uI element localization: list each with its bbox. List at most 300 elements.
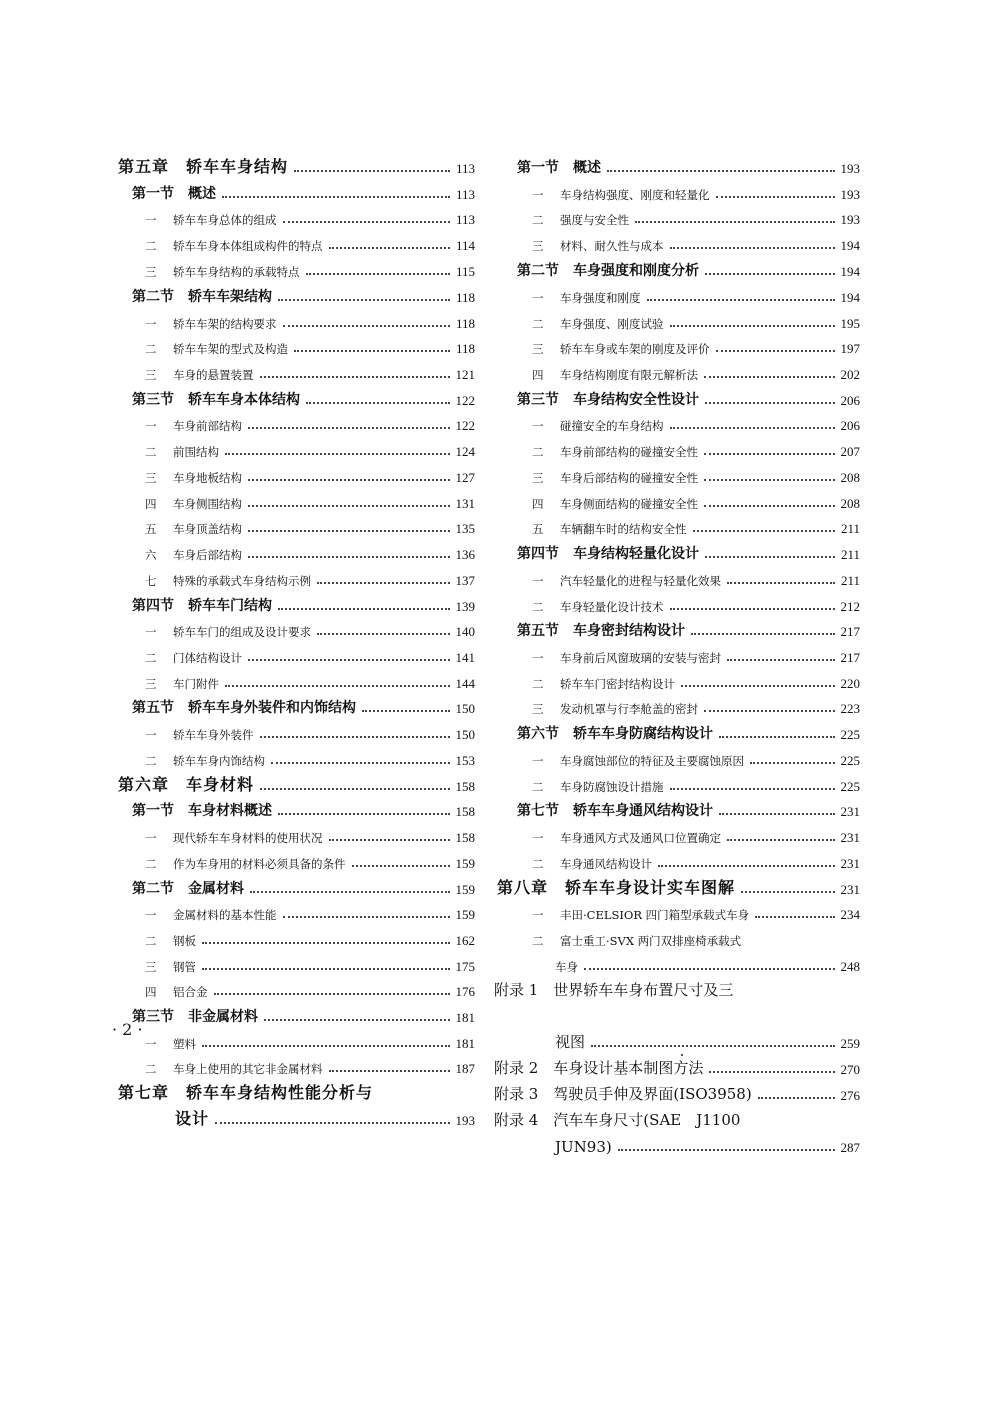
toc-leader-dots [716, 350, 835, 352]
toc-entry-page: 193 [840, 212, 860, 227]
toc-entry-page: 144 [455, 676, 475, 691]
toc-entry [532, 438, 860, 460]
toc-entry-page: 197 [840, 341, 860, 356]
toc-leader-dots [719, 736, 835, 738]
toc-entry [532, 335, 860, 357]
toc-entry [132, 593, 475, 615]
toc-leader-dots [248, 659, 450, 661]
toc-entry-title: 车身前部结构 [173, 419, 242, 433]
toc-leader-dots [758, 1097, 835, 1099]
toc-entry [145, 464, 475, 486]
toc-leader-dots [317, 582, 450, 584]
toc-entry-page: 211 [840, 547, 860, 562]
toc-entry-page: 225 [840, 727, 860, 742]
toc-leader-dots [283, 221, 450, 223]
toc-entry [145, 310, 475, 332]
toc-entry-marker: 二 [145, 445, 157, 459]
toc-entry [132, 876, 475, 898]
toc-entry-page: 231 [840, 882, 860, 897]
toc-entry-page: 158 [455, 804, 475, 819]
toc-entry [532, 901, 860, 923]
toc-entry-page: 193 [840, 187, 860, 202]
toc-entry-page: 135 [455, 521, 475, 536]
toc-entry-page: 113 [455, 187, 475, 202]
toc-entry [145, 747, 475, 769]
toc-entry-title: 车身的悬置装置 [173, 368, 254, 382]
toc-entry [145, 824, 475, 846]
toc-entry-page: 115 [455, 264, 475, 279]
toc-leader-dots [306, 273, 450, 275]
toc-entry-title: 附录 2 车身设计基本制图方法 [494, 1059, 704, 1077]
toc-entry-marker: 一 [532, 908, 544, 922]
toc-entry-marker: 一 [145, 908, 157, 922]
toc-entry [145, 515, 475, 537]
toc-entry [555, 953, 860, 975]
toc-entry-title: 车身后部结构的碰撞安全性 [560, 471, 698, 485]
toc-entry-title: 塑料 [173, 1037, 196, 1051]
toc-entry-page: 140 [455, 624, 475, 639]
toc-entry [532, 284, 860, 306]
toc-entry-page: 136 [455, 547, 475, 562]
toc-entry-title: 第五节 车身密封结构设计 [517, 623, 685, 639]
toc-leader-dots [670, 427, 835, 429]
toc-entry-title: 第三节 非金属材料 [132, 1009, 258, 1025]
toc-entry-title: 碰撞安全的车身结构 [560, 419, 664, 433]
toc-entry-page: 248 [840, 959, 860, 974]
toc-entry-title: 第二节 轿车车架结构 [132, 289, 272, 305]
toc-entry-marker: 一 [532, 291, 544, 305]
toc-entry-title: 轿车车身或车架的刚度及评价 [560, 342, 710, 356]
toc-entry-marker: 五 [532, 522, 544, 536]
toc-entry-title: 车门附件 [173, 677, 219, 691]
toc-entry-marker: 四 [145, 985, 157, 999]
toc-entry-title: 材料、耐久性与成本 [560, 239, 664, 253]
toc-entry-page: 211 [840, 521, 860, 536]
toc-leader-dots [283, 325, 450, 327]
toc-entry [532, 181, 860, 203]
toc-entry-marker: 三 [145, 265, 157, 279]
toc-entry-page: 162 [455, 933, 475, 948]
toc-entry [532, 206, 860, 228]
toc-entry-marker: 二 [145, 1062, 157, 1076]
toc-entry-marker: 一 [532, 754, 544, 768]
toc-entry-marker: 二 [532, 857, 544, 871]
toc-entry-title: 第七章 轿车车身结构性能分析与 [118, 1083, 374, 1102]
scan-speck [681, 1054, 683, 1056]
toc-leader-dots [271, 762, 450, 764]
toc-entry-title: 车身侧面结构的碰撞安全性 [560, 497, 698, 511]
toc-leader-dots [727, 839, 835, 841]
toc-entry-marker: 四 [145, 497, 157, 511]
toc-entry-marker: 三 [532, 471, 544, 485]
toc-entry-title: 特殊的承载式车身结构示例 [173, 574, 311, 588]
toc-entry-marker: 五 [145, 522, 157, 536]
toc-entry-page: 194 [840, 264, 860, 279]
toc-entry [145, 361, 475, 383]
toc-leader-dots [329, 1070, 450, 1072]
toc-entry [145, 618, 475, 640]
toc-entry-marker: 一 [145, 728, 157, 742]
toc-entry-page: 223 [840, 701, 860, 716]
toc-leader-dots [202, 1045, 450, 1047]
toc-entry [532, 361, 860, 383]
toc-entry-page: 158 [455, 830, 475, 845]
toc-entry-page: 176 [455, 984, 475, 999]
toc-entry [494, 978, 860, 1000]
toc-leader-dots [294, 170, 450, 172]
toc-entry-title: 车身结构强度、刚度和轻量化 [560, 188, 710, 202]
toc-leader-dots [260, 788, 449, 790]
toc-entry [532, 310, 860, 332]
toc-entry-title: 轿车车门密封结构设计 [560, 677, 675, 691]
toc-entry-title: 汽车轻量化的进程与轻量化效果 [560, 574, 721, 588]
toc-entry [517, 258, 860, 280]
toc-entry-title: 第一节 概述 [132, 186, 216, 202]
toc-entry-page: 118 [455, 290, 475, 305]
toc-entry [532, 850, 860, 872]
toc-leader-dots [741, 891, 834, 893]
toc-entry-page: 194 [840, 238, 860, 253]
toc-leader-dots [248, 479, 450, 481]
toc-entry [145, 567, 475, 589]
toc-entry-title: 车身前部结构的碰撞安全性 [560, 445, 698, 459]
toc-entry-title: 现代轿车车身材料的使用状况 [173, 831, 323, 845]
toc-entry [145, 232, 475, 254]
toc-entry [145, 490, 475, 512]
toc-entry [532, 567, 860, 589]
toc-entry-title: 车身 [555, 960, 578, 974]
toc-entry-title: 轿车车架的型式及构造 [173, 342, 288, 356]
toc-entry-title: 车身后部结构 [173, 548, 242, 562]
toc-entry-title: 轿车车身结构的承载特点 [173, 265, 300, 279]
toc-leader-dots [584, 968, 835, 970]
toc-entry [494, 1082, 860, 1104]
toc-entry [118, 1081, 475, 1103]
toc-entry-title: 第六章 车身材料 [118, 775, 255, 794]
toc-entry-page: 231 [840, 830, 860, 845]
toc-entry-marker: 三 [532, 702, 544, 716]
toc-leader-dots [719, 813, 835, 815]
toc-entry-page: 150 [455, 701, 475, 716]
toc-entry-title: 金属材料的基本性能 [173, 908, 277, 922]
toc-entry-title: 附录 3 驾驶员手伸及界面(ISO3958) [494, 1085, 752, 1103]
toc-entry [132, 284, 475, 306]
toc-entry-page: 137 [455, 573, 475, 588]
toc-leader-dots [647, 299, 835, 301]
toc-entry-marker: 四 [532, 368, 544, 382]
toc-entry [175, 1107, 475, 1129]
toc-entry-marker: 二 [145, 754, 157, 768]
toc-entry-page: 206 [840, 393, 860, 408]
toc-entry-title: 车辆翻车时的结构安全性 [560, 522, 687, 536]
toc-entry-marker: 二 [532, 445, 544, 459]
toc-leader-dots [727, 582, 835, 584]
toc-leader-dots [681, 685, 835, 687]
toc-entry-title: 铝合金 [173, 985, 208, 999]
toc-entry-marker: 三 [532, 239, 544, 253]
toc-leader-dots [264, 1019, 450, 1021]
toc-entry-title: 车身侧围结构 [173, 497, 242, 511]
toc-leader-dots [755, 916, 834, 918]
toc-entry-page: 220 [840, 676, 860, 691]
toc-entry-page: 287 [840, 1140, 860, 1155]
toc-entry-page: 159 [455, 856, 475, 871]
toc-entry-marker: 一 [145, 419, 157, 433]
toc-leader-dots [716, 196, 835, 198]
toc-entry-title: 设计 [175, 1109, 210, 1128]
toc-entry [532, 490, 860, 512]
toc-entry-page: 259 [840, 1036, 860, 1051]
toc-entry-marker: 六 [145, 548, 157, 562]
toc-entry-page: 225 [840, 753, 860, 768]
toc-entry-title: 第八章 轿车车身设计实车图解 [497, 878, 736, 897]
toc-leader-dots [329, 839, 450, 841]
toc-entry-title: 第五章 轿车车身结构 [118, 157, 289, 176]
toc-entry [555, 1030, 860, 1052]
toc-leader-dots [202, 942, 450, 944]
toc-entry [132, 181, 475, 203]
toc-leader-dots [670, 247, 835, 249]
toc-entry-title: 车身防腐蚀设计措施 [560, 780, 664, 794]
toc-entry [532, 232, 860, 254]
toc-entry-title: 车身强度、刚度试验 [560, 317, 664, 331]
toc-entry-page: 270 [840, 1062, 860, 1077]
toc-entry-title: 轿车车门的组成及设计要求 [173, 625, 311, 639]
toc-entry [132, 798, 475, 820]
toc-entry-page: 121 [455, 367, 475, 382]
toc-leader-dots [670, 608, 835, 610]
toc-entry [532, 644, 860, 666]
toc-entry-marker: 一 [532, 831, 544, 845]
toc-entry-title: 车身顶盖结构 [173, 522, 242, 536]
toc-entry-page: 122 [455, 418, 475, 433]
toc-entry [145, 541, 475, 563]
toc-entry-marker: 一 [145, 625, 157, 639]
toc-entry-marker: 二 [532, 213, 544, 227]
toc-entry [118, 773, 475, 795]
toc-entry-title: 富士重工·SVX 两门双排座椅承载式 [560, 934, 742, 948]
toc-entry [517, 541, 860, 563]
toc-leader-dots [635, 221, 835, 223]
toc-entry [145, 644, 475, 666]
toc-leader-dots [591, 1045, 834, 1047]
toc-leader-dots [260, 376, 450, 378]
toc-leader-dots [693, 530, 835, 532]
toc-entry [145, 206, 475, 228]
toc-entry-page: 139 [455, 599, 475, 614]
toc-entry [497, 876, 860, 898]
toc-leader-dots [704, 710, 835, 712]
toc-entry-page: 211 [840, 573, 860, 588]
toc-entry-marker: 二 [532, 934, 544, 948]
toc-entry-marker: 二 [532, 677, 544, 691]
toc-leader-dots [709, 1071, 834, 1073]
toc-leader-dots [658, 865, 835, 867]
toc-leader-dots [278, 813, 450, 815]
toc-entry [145, 927, 475, 949]
toc-entry-marker: 四 [532, 497, 544, 511]
toc-entry-title: 轿车车身本体组成构件的特点 [173, 239, 323, 253]
toc-leader-dots [225, 685, 450, 687]
toc-entry-page: 122 [455, 393, 475, 408]
toc-leader-dots [727, 659, 835, 661]
toc-entry-page: 159 [455, 907, 475, 922]
toc-leader-dots [248, 427, 450, 429]
toc-entry-title: 第三节 车身结构安全性设计 [517, 392, 699, 408]
toc-entry-title: 作为车身用的材料必须具备的条件 [173, 857, 346, 871]
toc-leader-dots [691, 633, 835, 635]
toc-entry [145, 721, 475, 743]
toc-entry-title: 轿车车身内饰结构 [173, 754, 265, 768]
toc-leader-dots [283, 916, 450, 918]
toc-entry-page: 175 [455, 959, 475, 974]
toc-leader-dots [214, 993, 450, 995]
toc-entry [517, 798, 860, 820]
toc-entry-page: 159 [455, 882, 475, 897]
toc-leader-dots [705, 402, 835, 404]
toc-entry-page: 118 [455, 341, 475, 356]
toc-entry-title: 车身前后风窗玻璃的安装与密封 [560, 651, 721, 665]
toc-entry-page: 231 [840, 856, 860, 871]
toc-entry-marker: 二 [145, 342, 157, 356]
toc-leader-dots [704, 376, 835, 378]
toc-entry-marker: 二 [532, 317, 544, 331]
toc-entry-title: 第二节 金属材料 [132, 881, 244, 897]
toc-entry-title: 附录 4 汽车车身尺寸(SAE J1100 [494, 1111, 741, 1129]
toc-entry [532, 695, 860, 717]
toc-entry [532, 515, 860, 537]
toc-entry-marker: 三 [145, 471, 157, 485]
toc-entry-title: 丰田·CELSIOR 四门箱型承载式车身 [560, 908, 750, 922]
toc-entry-marker: 一 [532, 574, 544, 588]
toc-entry [145, 953, 475, 975]
toc-entry [532, 593, 860, 615]
toc-entry [532, 464, 860, 486]
toc-entry-title: 车身轻量化设计技术 [560, 600, 664, 614]
toc-entry-marker: 三 [145, 368, 157, 382]
toc-entry [517, 721, 860, 743]
toc-leader-dots [225, 453, 450, 455]
toc-entry [145, 412, 475, 434]
toc-entry [517, 387, 860, 409]
toc-entry [145, 1055, 475, 1077]
toc-leader-dots [705, 556, 835, 558]
toc-entry-page: 113 [455, 212, 475, 227]
toc-entry-title: 车身通风结构设计 [560, 857, 652, 871]
toc-entry-page: 114 [455, 238, 475, 253]
toc-entry [517, 618, 860, 640]
toc-entry [145, 850, 475, 872]
toc-entry-title: 车身腐蚀部位的特征及主要腐蚀原因 [560, 754, 744, 768]
toc-entry-marker: 一 [532, 188, 544, 202]
toc-leader-dots [202, 968, 450, 970]
toc-leader-dots [670, 788, 835, 790]
toc-leader-dots [222, 196, 450, 198]
toc-entry-page: 127 [455, 470, 475, 485]
toc-entry-title: JUN93) [555, 1138, 612, 1156]
toc-entry-title: 第五节 轿车车身外装件和内饰结构 [132, 700, 356, 716]
toc-entry [494, 1056, 860, 1078]
toc-entry [532, 773, 860, 795]
toc-entry-title: 第三节 轿车车身本体结构 [132, 392, 300, 408]
toc-entry [145, 1030, 475, 1052]
toc-entry-marker: 一 [532, 651, 544, 665]
toc-entry-title: 门体结构设计 [173, 651, 242, 665]
toc-entry-title: 车身强度和刚度 [560, 291, 641, 305]
toc-entry-marker: 二 [145, 857, 157, 871]
toc-entry-title: 发动机罩与行李舱盖的密封 [560, 702, 698, 716]
toc-entry [145, 258, 475, 280]
toc-entry-title: 轿车车身外装件 [173, 728, 254, 742]
toc-entry-page: 208 [840, 470, 860, 485]
toc-entry-marker: 二 [145, 934, 157, 948]
toc-entry-marker: 二 [145, 651, 157, 665]
toc-entry-title: 车身上使用的其它非金属材料 [173, 1062, 323, 1076]
toc-entry-marker: 一 [145, 317, 157, 331]
toc-entry [555, 1134, 860, 1156]
toc-leader-dots [248, 556, 450, 558]
toc-entry-page: 193 [455, 1113, 475, 1128]
toc-leader-dots [250, 891, 450, 893]
toc-leader-dots [260, 736, 450, 738]
toc-entry-page: 202 [840, 367, 860, 382]
toc-entry-page: 208 [840, 496, 860, 511]
toc-entry-title: 第六节 轿车车身防腐结构设计 [517, 726, 713, 742]
toc-entry-marker: 二 [532, 600, 544, 614]
toc-entry [118, 155, 475, 177]
toc-entry-page: 118 [455, 316, 475, 331]
toc-leader-dots [317, 633, 450, 635]
toc-leader-dots [248, 505, 450, 507]
toc-entry-page: 206 [840, 418, 860, 433]
toc-entry-marker: 一 [145, 213, 157, 227]
toc-leader-dots [215, 1122, 449, 1124]
toc-entry [532, 412, 860, 434]
toc-entry-title: 车身结构刚度有限元解析法 [560, 368, 698, 382]
toc-entry-page: 153 [455, 753, 475, 768]
toc-entry [532, 824, 860, 846]
toc-entry-page: 217 [840, 650, 860, 665]
toc-entry [517, 155, 860, 177]
toc-leader-dots [329, 247, 450, 249]
toc-entry-title: 第四节 轿车车门结构 [132, 598, 272, 614]
toc-entry [532, 747, 860, 769]
toc-leader-dots [294, 350, 450, 352]
toc-entry-title: 第一节 概述 [517, 160, 601, 176]
toc-entry-page: 131 [455, 496, 475, 511]
toc-entry-marker: 一 [145, 831, 157, 845]
toc-leader-dots [306, 402, 450, 404]
toc-entry-page: 187 [455, 1061, 475, 1076]
toc-entry [132, 1004, 475, 1026]
toc-entry-title: 第四节 车身结构轻量化设计 [517, 546, 699, 562]
toc-leader-dots [618, 1149, 835, 1151]
toc-entry-marker: 一 [532, 419, 544, 433]
toc-entry-title: 第一节 车身材料概述 [132, 803, 272, 819]
toc-entry-page: 158 [455, 779, 475, 794]
toc-entry-page: 212 [840, 599, 860, 614]
toc-entry-page: 225 [840, 779, 860, 794]
toc-entry-page: 234 [840, 907, 860, 922]
toc-entry-page: 276 [840, 1088, 860, 1103]
toc-entry [145, 438, 475, 460]
toc-entry-marker: 二 [145, 239, 157, 253]
toc-entry [532, 670, 860, 692]
toc-entry-title: 第七节 轿车车身通风结构设计 [517, 803, 713, 819]
toc-entry-page: 113 [455, 161, 475, 176]
toc-entry-page: 217 [840, 624, 860, 639]
toc-entry-page: 141 [455, 650, 475, 665]
